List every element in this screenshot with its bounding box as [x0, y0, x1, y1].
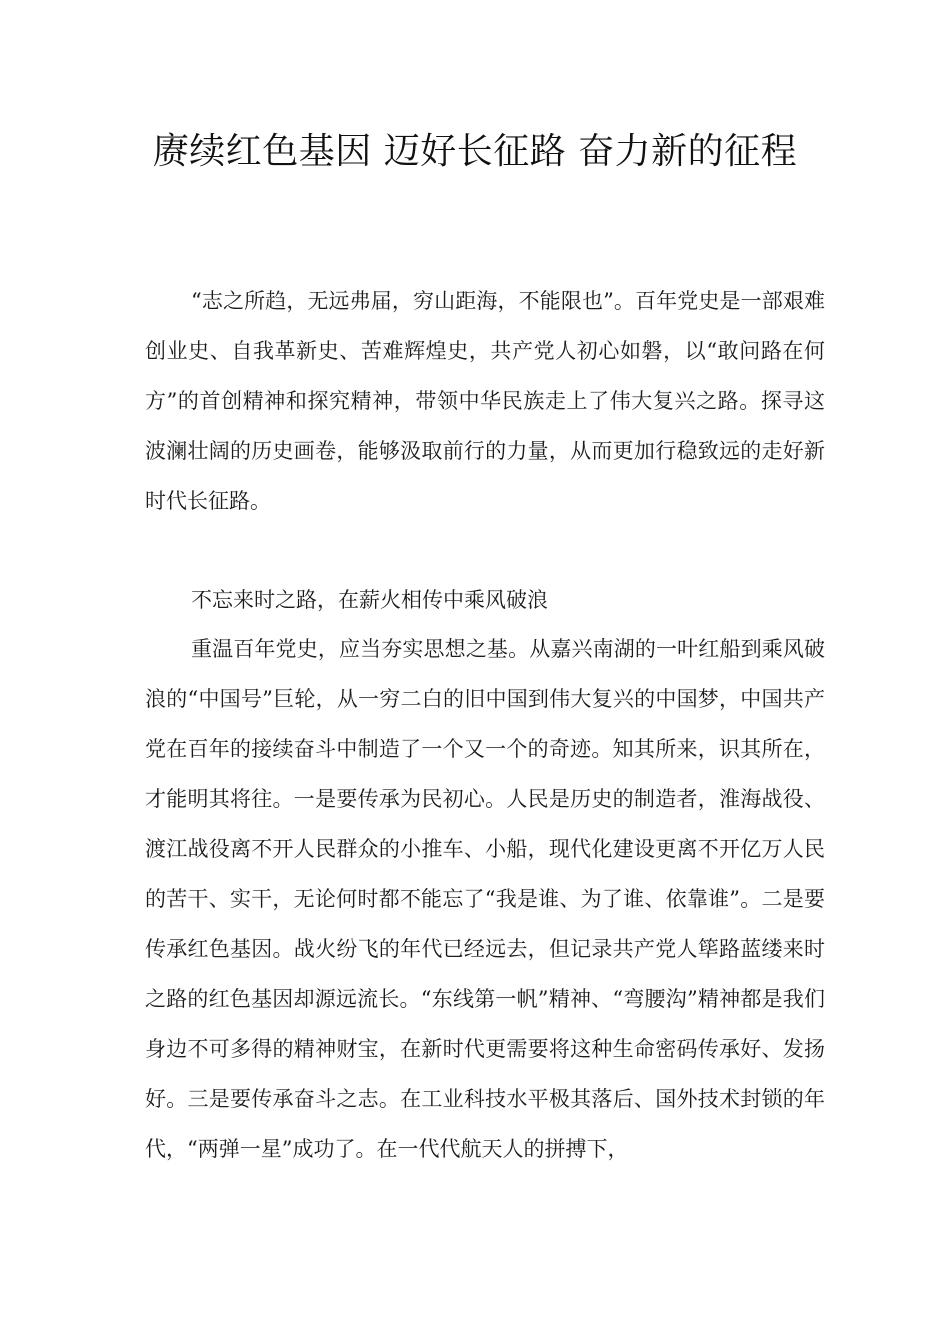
intro-paragraph: “志之所趋，无远弗届，穷山距海，不能限也”。百年党史是一部艰难创业史、自我革新史、苦难辉煌史，共产党人初心如磐，以“敢问路在何方”的首创精神和探究精神，带领中华民族走上了伟大复兴之路。探寻这波澜壮阔的历史画卷，能够汲取前行的力量，从而更加行稳致远的走好新时代长征路。: [145, 289, 825, 513]
section-body-paragraph: 重温百年党史，应当夯实思想之基。从嘉兴南湖的一叶红船到乘风破浪的“中国号”巨轮，从一穷二白的旧中国到伟大复兴的中国梦，中国共产党在百年的接续奋斗中制造了一个又一个的奇迹。知其所来，识其所在，才能明其将往。一是要传承为民初心。人民是历史的制造者，淮海战役、渡江战役离不开人民群众的小推车、小船，现代化建设更离不开亿万人民的苦干、实干，无论何时都不能忘了“我是谁、为了谁、依靠谁”。二是要传承红色基因。战火纷飞的年代已经远去，但记录共产党人筚路蓝缕来时之路的红色基因却源远流长。“东线第一帆”精神、“弯腰沟”精神都是我们身边不可多得的精神财宝，在新时代更需要将这种生命密码传承好、发扬好。三是要传承奋斗之志。在工业科技水平极其落后、国外技术封锁的年代，“两弹一星”成功了。在一代代航天人的拼搏下，: [145, 637, 825, 1161]
document-title: 赓续红色基因 迈好长征路 奋力新的征程: [152, 131, 798, 172]
section-heading: 不忘来时之路，在薪火相传中乘风破浪: [191, 588, 548, 612]
